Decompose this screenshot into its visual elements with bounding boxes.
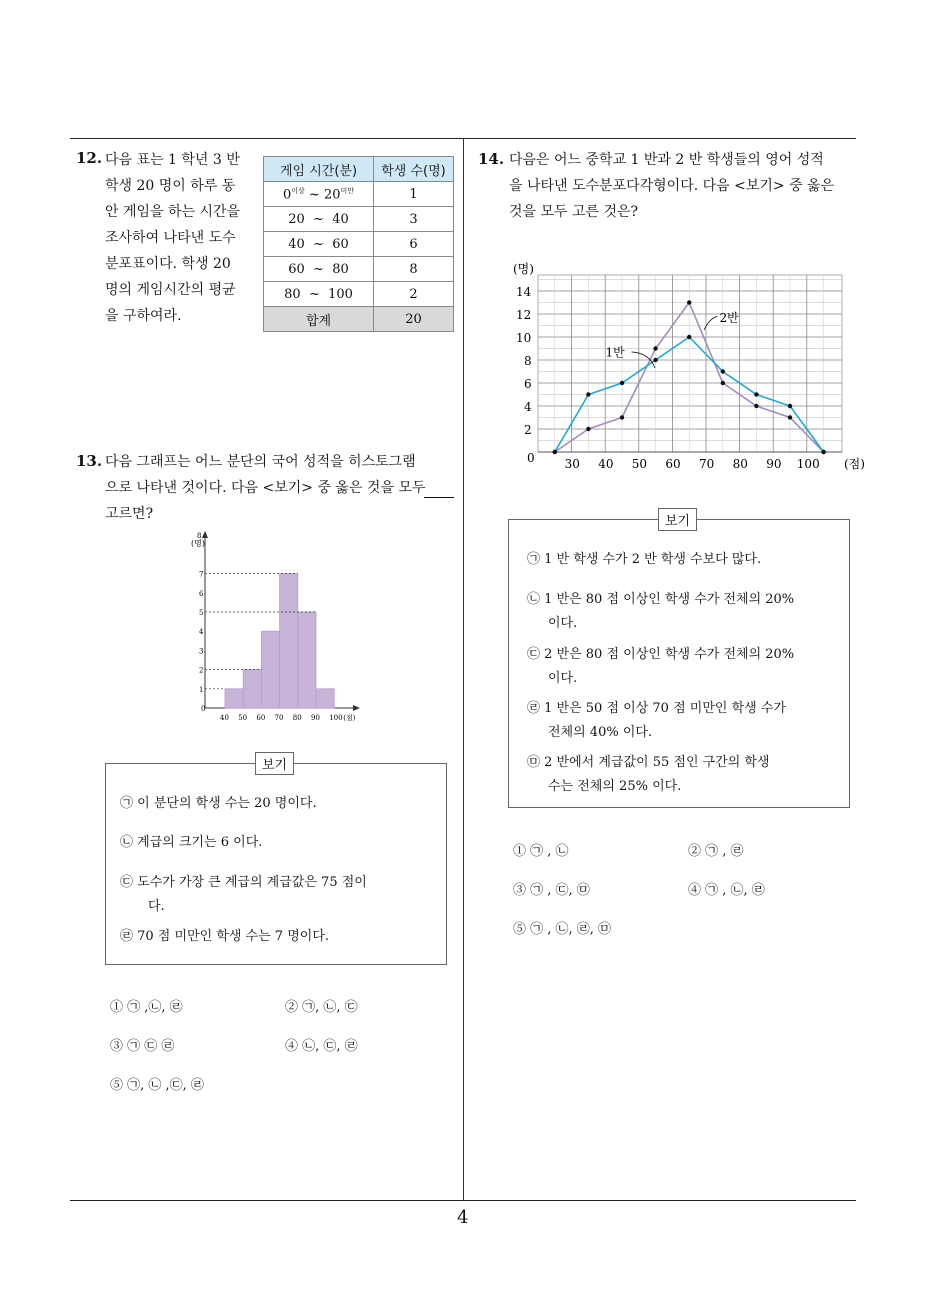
q14-line: 것을 모두 고른 것은? [509,204,639,220]
q12-frequency-table [263,156,454,332]
class1-point [754,404,758,408]
y-tick-label: 7 [199,570,204,579]
y-axis-label: (명) [191,539,205,548]
class1-point [620,415,624,419]
q13-choice-2[interactable]: ② ㉠, ㉡, ㉢ [285,1000,358,1015]
table-cell-range: 80 ~ 100 [264,282,374,307]
q14-bogi-title: 보기 [658,508,697,531]
y-tick-label: 10 [516,331,532,345]
y-tick-label: 4 [199,628,204,637]
q14-choice-4[interactable]: ④ ㉠ , ㉡, ㉣ [688,883,765,898]
q14-choice-1[interactable]: ① ㉠ , ㉡ [513,844,569,859]
table-cell-range: 20 ~ 40 [264,207,374,232]
q14-choice-3[interactable]: ③ ㉠ , ㉢, ㉤ [513,883,590,898]
y-tick-label: 3 [199,647,204,656]
histogram-bar [298,612,316,708]
q14-line: 다음은 어느 중학교 1 반과 2 반 학생들의 영어 성적 [509,152,824,168]
class2-point [653,358,657,362]
class2-point [788,404,792,408]
histogram-bar [225,689,243,708]
q13-choice-1[interactable]: ① ㉠ ,㉡, ㉣ [110,1000,183,1015]
q13-choice-5[interactable]: ⑤ ㉠, ㉡ ,㉢, ㉣ [110,1078,204,1093]
series-label-2: 2반 [719,310,739,325]
q14-choice-2[interactable]: ② ㉠ , ㉣ [688,844,744,859]
q12-line: 분포표이다. 학생 20 [105,256,231,272]
table-cell-range: 40 ~ 60 [264,232,374,257]
bottom-rule [70,1200,856,1201]
table-cell-count: 1 [374,182,454,207]
q14-bogi-item: ㉡ 1 반은 80 점 이상인 학생 수가 전체의 20% [527,592,795,607]
q14-number: 14. [478,150,505,168]
q14-bogi-item: 수는 전체의 25% 이다. [548,779,682,794]
class1-point [653,346,657,350]
q12-line: 조사하여 나타낸 도수 [105,230,236,246]
histogram-bar [280,574,298,708]
x-tick-label: 80 [292,714,302,722]
x-axis-arrow [353,705,360,711]
y-tick-label: 0 [527,451,535,465]
q13-line: 고르면? [105,506,154,522]
q13-bogi-title: 보기 [255,752,294,775]
y-axis-arrow [202,531,208,538]
table-header-time: 게임 시간(분) [264,157,374,182]
table-cell-count: 6 [374,232,454,257]
q14-bogi-item: ㉤ 2 반에서 계급값이 55 점인 구간의 학생 [527,755,770,770]
q14-text [509,147,834,225]
y-tick-label: 6 [524,377,532,391]
x-tick-label: 100 [329,714,343,722]
x-tick-label: 50 [238,714,248,722]
series-label-1: 1반 [605,345,625,360]
q12-text [105,147,240,329]
class2-point [687,335,691,339]
x-tick-label: 100 [796,457,820,471]
column-divider [463,138,464,1201]
q13-line: 으로 나타낸 것이다. 다음 <보기> 중 옳은 것을 모두 [105,480,426,496]
class2-point [754,392,758,396]
table-cell-count: 3 [374,207,454,232]
x-tick-label: 80 [732,457,748,471]
table-header-count: 학생 수(명) [374,157,454,182]
histogram-bar [243,670,261,708]
y-axis-label: (명) [513,262,534,276]
table-total-value: 20 [374,307,454,332]
table-cell-count: 8 [374,257,454,282]
q13-bogi-item: ㉢ 도수가 가장 큰 계급의 계급값은 75 점이 [120,875,367,890]
page-number: 4 [457,1207,469,1228]
table-row [264,282,454,307]
q13-histogram [185,530,385,730]
q13-bogi-item: 다. [148,899,165,914]
q14-bogi-item: 이다. [548,616,578,631]
q12-number: 12. [76,149,103,167]
x-tick-label: 70 [699,457,715,471]
q14-line: 을 나타낸 도수분포다각형이다. 다음 <보기> 중 옳은 [509,178,835,194]
y-tick-label: 1 [199,685,204,694]
q13-bogi-item: ㉠ 이 분단의 학생 수는 20 명이다. [120,796,317,811]
class2-point [620,381,624,385]
y-tick-label: 2 [199,666,204,675]
x-axis-unit: (점) [844,457,865,471]
y-tick-label: 0 [201,705,206,713]
x-tick-label: 50 [631,457,648,471]
y-tick-label: 8 [197,532,202,541]
class2-point [586,392,590,396]
underline-mark [424,497,454,498]
q13-number: 13. [76,452,103,470]
table-row [264,232,454,257]
x-tick-label: 60 [256,714,266,722]
class1-point [586,427,590,431]
q13-text [105,449,425,527]
q14-bogi-item: ㉣ 1 반은 50 점 이상 70 점 미만인 학생 수가 [527,701,786,716]
y-tick-label: 5 [199,609,204,617]
q14-frequency-polygon [505,255,865,475]
q12-line: 다음 표는 1 학년 3 반 [105,152,240,168]
class1-point [721,381,725,385]
x-tick-label: 90 [766,457,782,471]
x-tick-label: 60 [665,457,681,471]
table-total-row [264,307,454,332]
class1-point [687,300,691,304]
q14-bogi-item: 이다. [548,671,578,686]
q14-bogi-item: 전체의 40% 이다. [548,725,653,740]
x-tick-label: 40 [598,457,614,471]
y-tick-label: 2 [524,423,532,437]
q14-choice-5[interactable]: ⑤ ㉠ , ㉡, ㉣, ㉤ [513,922,612,937]
y-tick-label: 14 [516,285,532,299]
table-total-label: 합계 [264,307,374,332]
x-tick-label: 70 [274,714,284,722]
q13-choice-4[interactable]: ④ ㉡, ㉢, ㉣ [285,1039,358,1054]
q12-line: 명의 게임시간의 평균 [105,282,236,298]
table-cell-range: 60 ~ 80 [264,257,374,282]
y-tick-label: 12 [516,308,532,322]
q12-line: 을 구하여라. [105,308,182,324]
q14-bogi-item: ㉠ 1 반 학생 수가 2 반 학생 수보다 많다. [527,552,762,567]
table-cell-range: $0^{이상}$ ~ $20^{미만}$ [264,182,374,207]
q12-line: 안 게임을 하는 시간을 [105,204,241,220]
x-tick-label: 40 [220,714,229,722]
y-tick-label: 8 [524,354,532,368]
q14-bogi-item: ㉢ 2 반은 80 점 이상인 학생 수가 전체의 20% [527,647,795,662]
class2-point [553,450,557,454]
table-row [264,207,454,232]
x-tick-label: 90 [311,714,320,722]
q13-bogi-item: ㉣ 70 점 미만인 학생 수는 7 명이다. [120,929,330,944]
y-tick-label: 6 [199,589,204,598]
histogram-bar [261,631,279,708]
class1-point [788,415,792,419]
table-row [264,182,454,207]
class2-point [821,450,825,454]
class2-point [721,369,725,373]
x-tick-label: 30 [564,457,580,471]
q12-line: 학생 20 명이 하루 동 [105,178,236,194]
q13-choice-3[interactable]: ③ ㉠ ㉢ ㉣ [110,1039,175,1054]
y-tick-label: 4 [524,400,532,414]
x-axis-unit: (점) [343,714,356,722]
histogram-bar [316,689,334,708]
q13-bogi-item: ㉡ 계급의 크기는 6 이다. [120,835,263,850]
q13-line: 다음 그래프는 어느 분단의 국어 성적을 히스토그램 [105,454,416,470]
table-row [264,257,454,282]
table-cell-count: 2 [374,282,454,307]
